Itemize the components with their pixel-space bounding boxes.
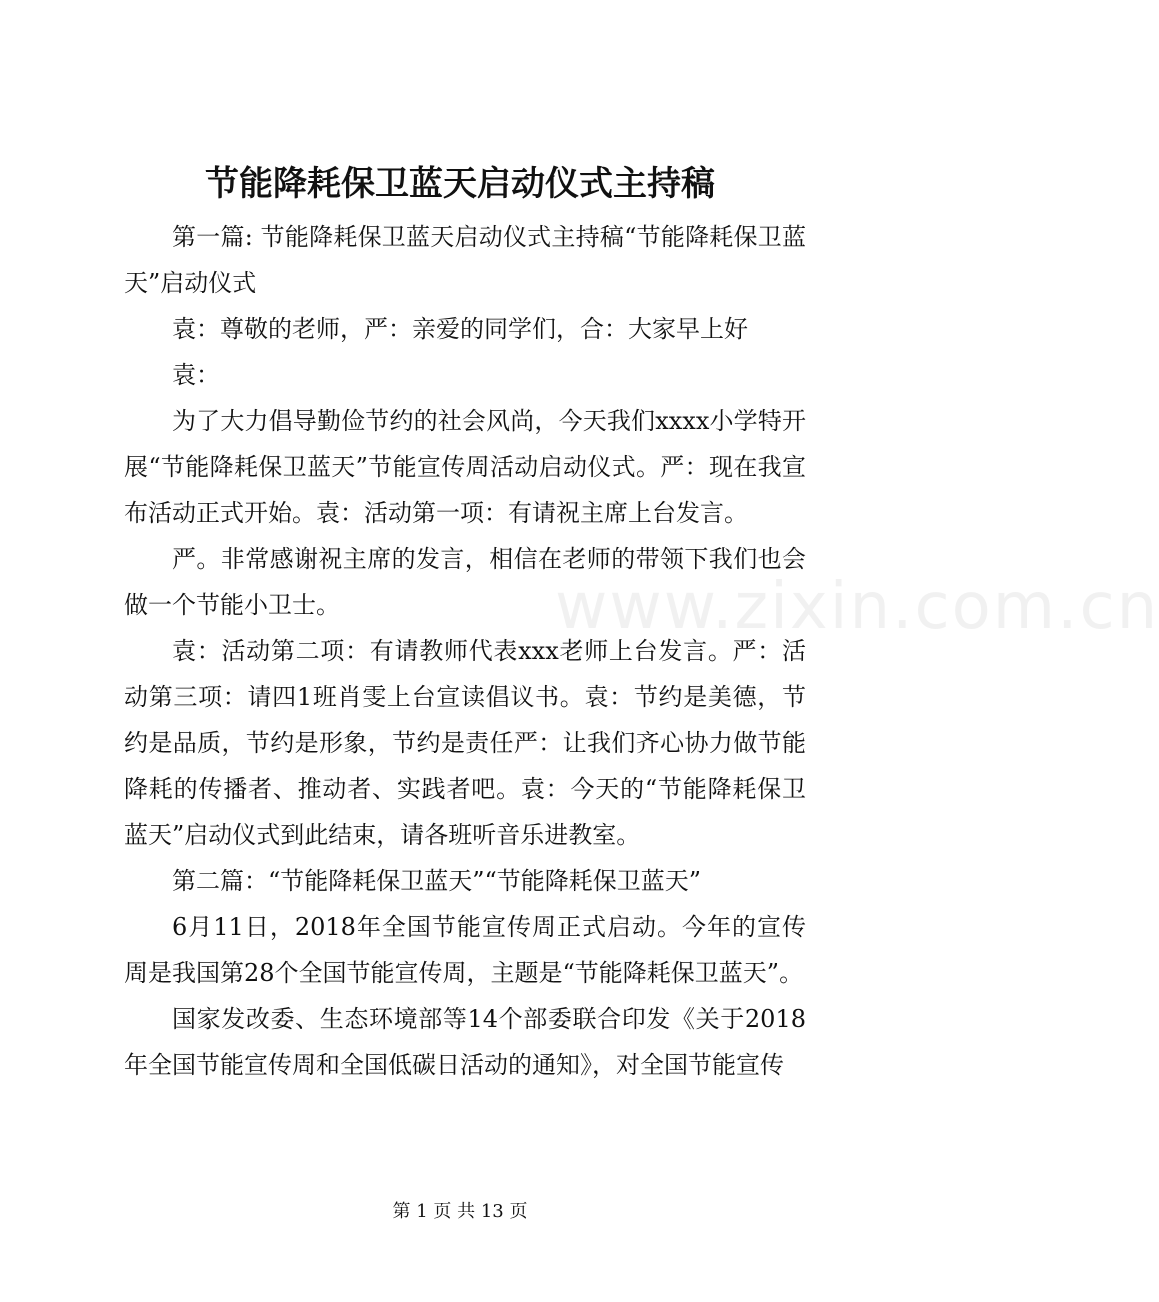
paragraph-9: 国家发改委、生态环境部等14个部委联合印发《关于2018年全国节能宣传周和全国低碳日活动的通知》，对全国节能宣传 — [124, 1005, 806, 1079]
document-title: 节能降耗保卫蓝天启动仪式主持稿 — [205, 164, 715, 204]
paragraph-7: 第二篇：“节能降耗保卫蓝天”“节能降耗保卫蓝天” — [172, 867, 702, 895]
paragraph-4: 为了大力倡导勤俭节约的社会风尚，今天我们xxxx小学特开展“节能降耗保卫蓝天”节能宣传周活动启动仪式。严：现在我宣布活动正式开始。袁：活动第一项：有请祝主席上台发言。 — [124, 407, 806, 527]
page-footer: 第 1 页 共 13 页 — [392, 1201, 528, 1222]
paragraph-2: 袁：尊敬的老师，严：亲爱的同学们，合：大家早上好 — [172, 315, 748, 343]
paragraph-3: 袁： — [172, 361, 220, 389]
paragraph-5: 严。非常感谢祝主席的发言，相信在老师的带领下我们也会做一个节能小卫士。 — [124, 545, 806, 619]
watermark: www.zixin.com.cn — [555, 570, 1159, 644]
document-body — [124, 214, 806, 1088]
paragraph-1: 第一篇: 节能降耗保卫蓝天启动仪式主持稿“节能降耗保卫蓝天”启动仪式 — [124, 223, 806, 297]
paragraph-6: 袁：活动第二项：有请教师代表xxx老师上台发言。严：活动第三项：请四1班肖雯上台宣读倡议书。袁：节约是美德，节约是品质，节约是形象，节约是责任严：让我们齐心协力做节能降耗的传播者、推动者、实践者吧。袁：今天的“节能降耗保卫蓝天”启动仪式到此结束，请各班听音乐进教室。 — [124, 637, 806, 849]
paragraph-8: 6月11日，2018年全国节能宣传周正式启动。今年的宣传周是我国第28个全国节能宣传周，主题是“节能降耗保卫蓝天”。 — [124, 913, 806, 987]
